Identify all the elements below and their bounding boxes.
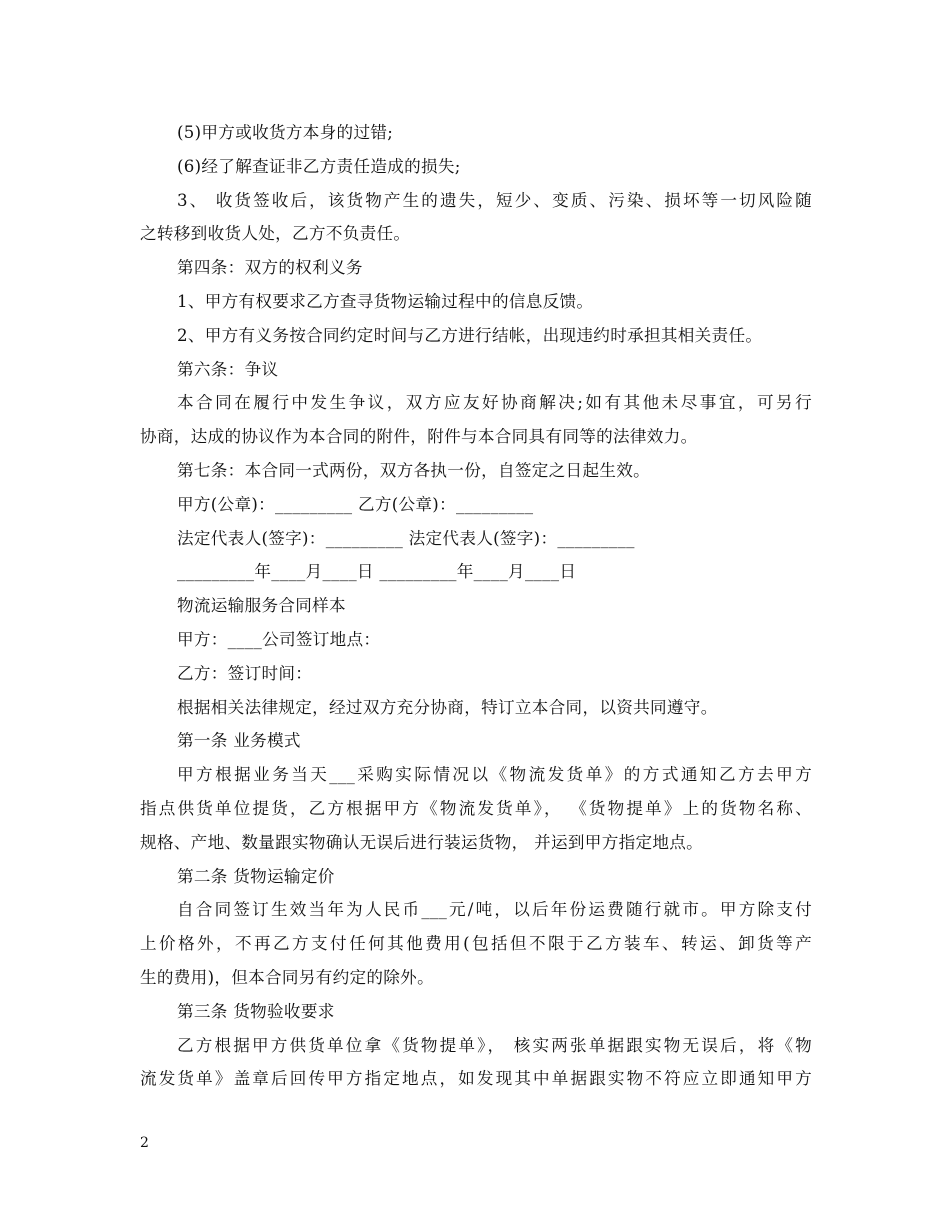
text-line: 流发货单》盖章后回传甲方指定地点，如发现其中单据跟实物不符应立即通知甲方 bbox=[140, 1069, 812, 1089]
text-line: 协商，达成的协议作为本合同的附件，附件与本合同具有同等的法律效力。 bbox=[140, 427, 698, 447]
text-line: 2、甲方有义务按合同约定时间与乙方进行结帐，出现违约时承担其相关责任。 bbox=[177, 325, 763, 345]
text-line: (6)经了解查证非乙方责任造成的损失; bbox=[177, 156, 461, 176]
text-line: 乙方：签订时间： bbox=[177, 663, 313, 683]
text-line: 上价格外，不再乙方支付任何其他费用(包括但不限于乙方装车、转运、卸货等产 bbox=[140, 934, 812, 954]
text-line: 甲方根据业务当天___采购实际情况以《物流发货单》的方式通知乙方去甲方 bbox=[177, 765, 812, 785]
text-line: 第二条 货物运输定价 bbox=[177, 866, 335, 886]
text-line: 第一条 业务模式 bbox=[177, 731, 301, 751]
text-line: (5)甲方或收货方本身的过错; bbox=[177, 123, 394, 142]
text-line: 第七条：本合同一式两份，双方各执一份，自签定之日起生效。 bbox=[177, 460, 651, 480]
text-line: 物流运输服务合同样本 bbox=[177, 596, 346, 616]
text-line: 法定代表人(签字)：_________ 法定代表人(签字)：_________ bbox=[177, 528, 635, 548]
text-line: 3、 收货签收后，该货物产生的遗失，短少、变质、污染、损坏等一切风险随 bbox=[177, 190, 812, 210]
text-line: 1、甲方有权要求乙方查寻货物运输过程中的信息反馈。 bbox=[177, 291, 594, 311]
text-line: 第六条：争议 bbox=[177, 359, 279, 379]
text-line: 生的费用)，但本合同另有约定的除外。 bbox=[140, 967, 434, 987]
document-body bbox=[140, 116, 812, 1096]
text-line: 甲方(公章)：_________ 乙方(公章)：_________ bbox=[177, 494, 534, 514]
text-line: _________年____月____日 _________年____月____日 bbox=[177, 562, 577, 582]
text-line: 本合同在履行中发生争议，双方应友好协商解决;如有其他未尽事宜，可另行 bbox=[177, 393, 812, 413]
text-line: 甲方：____公司签订地点： bbox=[177, 629, 381, 649]
text-line: 之转移到收货人处，乙方不负责任。 bbox=[140, 224, 411, 244]
page-number: 2 bbox=[140, 1135, 149, 1151]
text-line: 根据相关法律规定，经过双方充分协商，特订立本合同，以资共同遵守。 bbox=[177, 697, 718, 717]
text-line: 自合同签订生效当年为人民币___元/吨，以后年份运费随行就市。甲方除支付 bbox=[177, 900, 812, 920]
text-line: 第三条 货物验收要求 bbox=[177, 1001, 335, 1021]
text-line: 规格、产地、数量跟实物确认无误后进行装运货物， 并运到甲方指定地点。 bbox=[140, 832, 704, 852]
text-line: 第四条：双方的权利义务 bbox=[177, 258, 363, 278]
text-line: 乙方根据甲方供货单位拿《货物提单》， 核实两张单据跟实物无误后，将《物 bbox=[177, 1035, 812, 1055]
text-line: 指点供货单位提货，乙方根据甲方《物流发货单》， 《货物提单》上的货物名称、 bbox=[140, 798, 812, 818]
